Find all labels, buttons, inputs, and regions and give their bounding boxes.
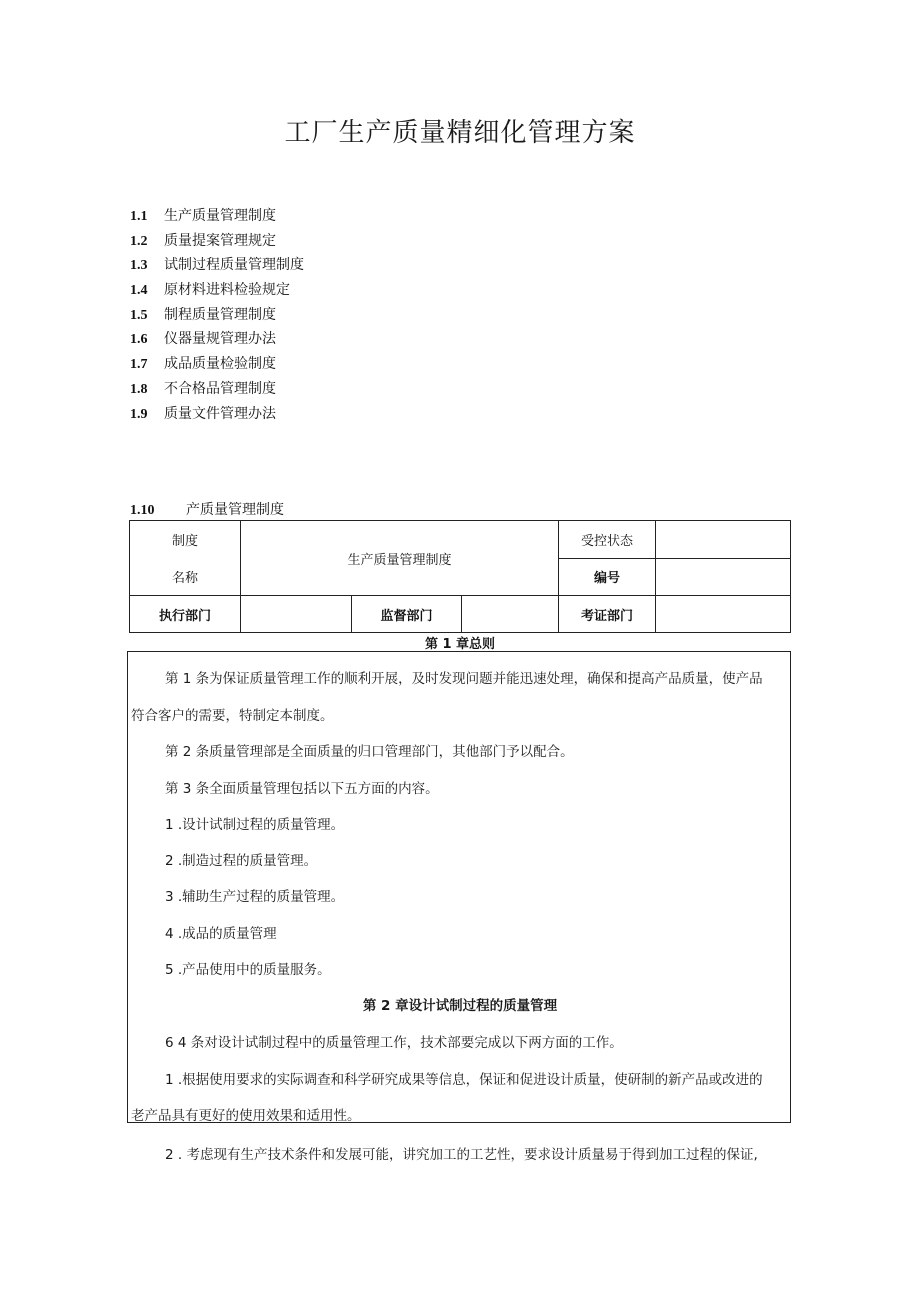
section-title: 产质量管理制度 [186,502,284,518]
toc-item-number: 1.3 [130,258,148,274]
toc-item-text: 仪器量规管理办法 [164,331,276,348]
body-line: 1 .根据使用要求的实际调查和科学研究成果等信息，保证和促进设计质量，使研制的新产品或改进的 [165,1072,763,1088]
document-number-value [656,558,791,596]
toc-item [130,204,304,229]
policy-name-label-cell [130,521,241,596]
toc-item [130,303,304,328]
policy-info-table [129,520,791,633]
toc-item-text: 质量文件管理办法 [164,405,276,422]
list-item: 1 .设计试制过程的质量管理。 [165,817,345,833]
list-item: 5 .产品使用中的质量服务。 [165,962,331,978]
toc-item-number: 1.7 [130,357,148,373]
toc-item-text: 成品质量检验制度 [164,356,276,373]
toc-item-number: 1.2 [130,233,148,249]
list-item: 4 .成品的质量管理 [165,926,277,942]
chapter-2-title: 第 2 章设计试制过程的质量管理 [362,998,558,1014]
toc-item [130,253,304,278]
exec-dept-value [241,596,352,633]
footer-body-line: 2 . 考虑现有生产技术条件和发展可能，讲究加工的工艺性，要求设计质量易于得到加工过程的保证, [165,1147,758,1163]
toc-item-number: 1.5 [130,307,148,323]
policy-name-value: 生产质量管理制度 [241,521,559,596]
toc-item [130,229,304,254]
chapter-1-title: 第 1 章总则 [424,637,496,652]
toc-item-text: 制程质量管理制度 [164,306,276,323]
toc-item [130,278,304,303]
exec-dept-label: 执行部门 [130,596,241,633]
supervise-dept-value [462,596,559,633]
policy-name-label-line2: 名称 [171,571,198,586]
toc-item-text: 质量提案管理规定 [164,232,276,249]
list-item: 2 .制造过程的质量管理。 [165,853,318,869]
supervise-dept-label: 监督部门 [352,596,462,633]
audit-dept-label: 考证部门 [559,596,656,633]
toc-item-text: 试制过程质量管理制度 [164,257,304,274]
control-status-value [656,521,791,559]
toc-item [130,327,304,352]
body-line: 6 4 条对设计试制过程中的质量管理工作，技术部要完成以下两方面的工作。 [165,1035,623,1051]
toc-item [130,352,304,377]
section-number: 1.10 [130,503,155,518]
section-heading [130,500,284,521]
body-line: 第 2 条质量管理部是全面质量的归口管理部门，其他部门予以配合。 [165,744,574,760]
toc-item-number: 1.6 [130,332,148,348]
list-item: 3 .辅助生产过程的质量管理。 [165,889,345,905]
table-of-contents [130,204,304,426]
toc-item-text: 原材料进料检验规定 [164,282,290,299]
document-number-label: 编号 [559,558,656,596]
toc-item-number: 1.1 [130,209,148,224]
toc-item-text: 生产质量管理制度 [164,208,276,224]
policy-name-label-line1: 制度 [171,534,198,549]
body-line: 第 3 条全面质量管理包括以下五方面的内容。 [165,781,439,797]
toc-item-number: 1.9 [130,406,148,422]
document-title: 工厂生产质量精细化管理方案 [284,118,636,148]
control-status-label: 受控状态 [559,521,656,559]
toc-item-number: 1.4 [130,283,148,299]
body-line: 老产品具有更好的使用效果和适用性。 [131,1108,361,1124]
toc-item [130,402,304,427]
audit-dept-value [656,596,791,633]
body-line: 符合客户的需要，特制定本制度。 [131,708,334,724]
toc-item [130,377,304,402]
toc-item-text: 不合格品管理制度 [164,380,276,397]
toc-item-number: 1.8 [130,381,148,397]
body-line: 第 1 条为保证质量管理工作的顺利开展，及时发现问题并能迅速处理，确保和提高产品质量，使产品 [165,671,763,687]
